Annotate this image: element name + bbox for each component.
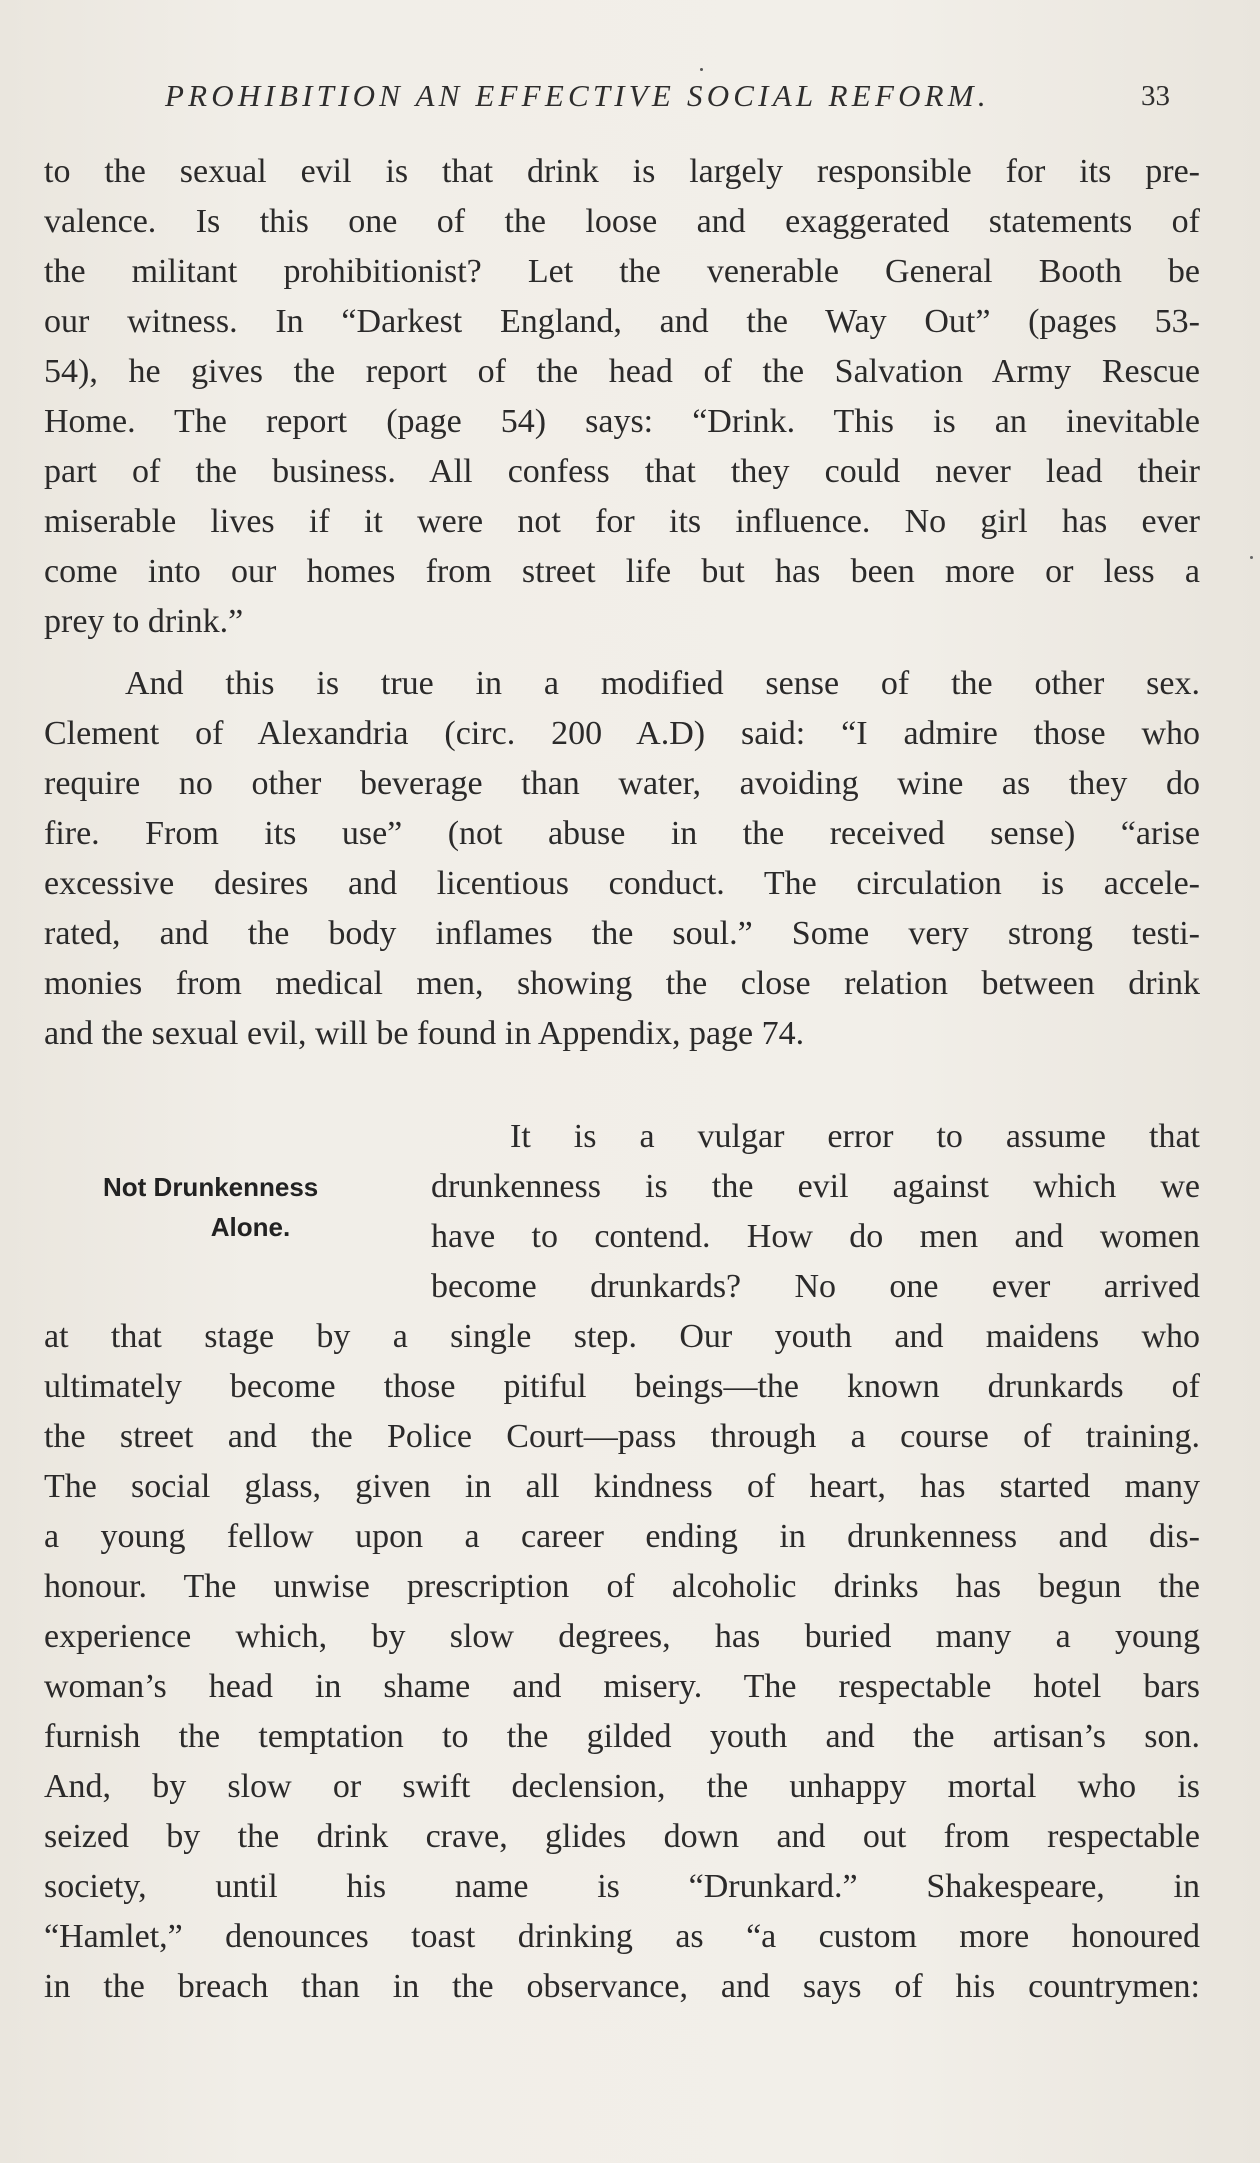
text-line: come into our homes from street life but has been more or less a <box>44 553 1200 590</box>
text-line: Home. The report (page 54) says: “Drink. This is an inevitable <box>44 403 1200 440</box>
text-line: part of the business. All confess that they could never lead their <box>44 453 1200 490</box>
text-line: to the sexual evil is that drink is largely responsible for its pre- <box>44 153 1200 190</box>
text-line: become drunkards? No one ever arrived <box>431 1268 1200 1305</box>
print-speck <box>700 68 703 71</box>
text-line: a young fellow upon a career ending in drunkenness and dis- <box>44 1518 1200 1555</box>
text-line: And this is true in a modified sense of the other sex. <box>125 665 1200 702</box>
text-line: our witness. In “Darkest England, and the Way Out” (pages 53- <box>44 303 1200 340</box>
running-title: PROHIBITION AN EFFECTIVE SOCIAL REFORM. <box>165 78 990 113</box>
text-line: drunkenness is the evil against which we <box>431 1168 1200 1205</box>
running-head <box>165 78 1170 128</box>
text-line: rated, and the body inflames the soul.” Some very strong testi- <box>44 915 1200 952</box>
text-line: seized by the drink crave, glides down and out from respectable <box>44 1818 1200 1855</box>
text-line: “Hamlet,” denounces toast drinking as “a custom more honoured <box>44 1918 1200 1955</box>
sidenote-line: Alone. <box>210 1212 291 1242</box>
text-line: valence. Is this one of the loose and exaggerated statements of <box>44 203 1200 240</box>
text-line: the militant prohibitionist? Let the venerable General Booth be <box>44 253 1200 290</box>
text-line: And, by slow or swift declension, the unhappy mortal who is <box>44 1768 1200 1805</box>
text-line: experience which, by slow degrees, has buried many a young <box>44 1618 1200 1655</box>
text-line: monies from medical men, showing the close relation between drink <box>44 965 1200 1002</box>
text-line: ultimately become those pitiful beings—the known drunkards of <box>44 1368 1200 1405</box>
text-line: have to contend. How do men and women <box>431 1218 1200 1255</box>
text-line: It is a vulgar error to assume that <box>510 1118 1200 1155</box>
text-line: society, until his name is “Drunkard.” Shakespeare, in <box>44 1868 1200 1905</box>
text-line: at that stage by a single step. Our youth and maidens who <box>44 1318 1200 1355</box>
text-line: 54), he gives the report of the head of the Salvation Army Rescue <box>44 353 1200 390</box>
sidenote-line: Not Drunkenness <box>103 1172 319 1202</box>
text-line: the street and the Police Court—pass through a course of training. <box>44 1418 1200 1455</box>
page-number: 33 <box>1141 80 1170 112</box>
text-line: woman’s head in shame and misery. The respectable hotel bars <box>44 1668 1200 1705</box>
text-line: excessive desires and licentious conduct. The circulation is accele- <box>44 865 1200 902</box>
text-line: and the sexual evil, will be found in Appendix, page 74. <box>44 1015 805 1052</box>
margin-sidenote <box>103 1167 388 1247</box>
text-line: The social glass, given in all kindness of heart, has started many <box>44 1468 1200 1505</box>
text-line: prey to drink.” <box>44 603 244 640</box>
print-speck <box>1250 556 1253 559</box>
text-line: Clement of Alexandria (circ. 200 A.D) said: “I admire those who <box>44 715 1200 752</box>
text-line: require no other beverage than water, avoiding wine as they do <box>44 765 1200 802</box>
text-line: furnish the temptation to the gilded youth and the artisan’s son. <box>44 1718 1200 1755</box>
text-line: in the breach than in the observance, and says of his countrymen: <box>44 1968 1200 2005</box>
text-line: fire. From its use” (not abuse in the received sense) “arise <box>44 815 1200 852</box>
text-line: honour. The unwise prescription of alcoholic drinks has begun the <box>44 1568 1200 1605</box>
text-line: miserable lives if it were not for its influence. No girl has ever <box>44 503 1200 540</box>
